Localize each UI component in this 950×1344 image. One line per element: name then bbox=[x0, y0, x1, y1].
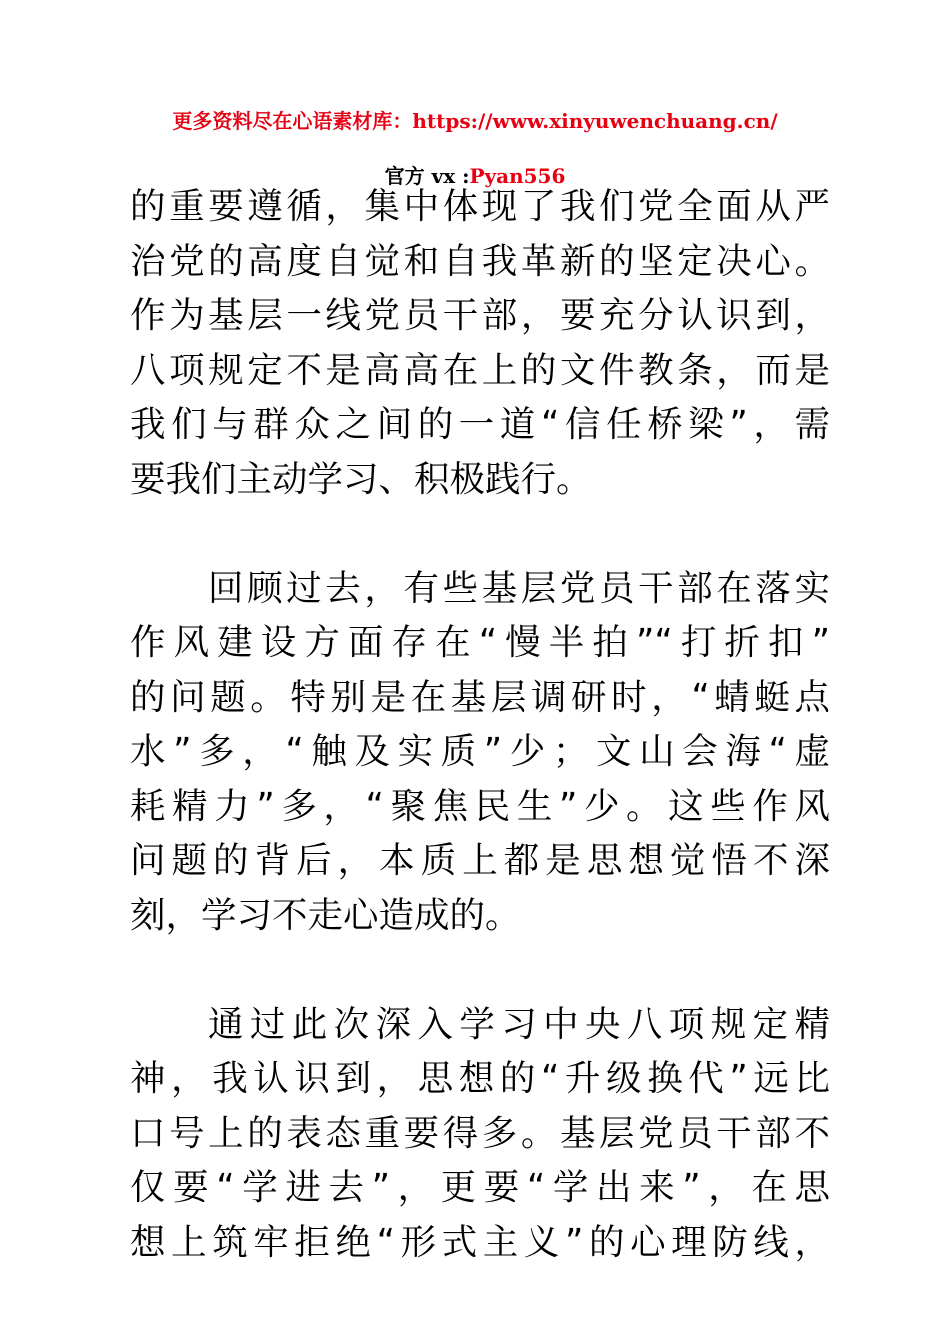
header-website-link[interactable]: https://www.xinyuwenchuang.cn/ bbox=[412, 109, 778, 133]
paragraph-3 bbox=[130, 998, 830, 1271]
text-line: 作风建设方面存在“慢半拍”“打折扣” bbox=[130, 622, 830, 663]
text-line: 治党的高度自觉和自我革新的坚定决心。 bbox=[130, 240, 830, 282]
text-line: 想上筑牢拒绝“形式主义”的心理防线， bbox=[130, 1221, 830, 1263]
text-line: 回顾过去，有些基层党员干部在落实 bbox=[208, 567, 830, 609]
document-body bbox=[130, 180, 830, 1270]
text-line: 刻，学习不走心造成的。 bbox=[130, 894, 521, 936]
text-line: 的问题。特别是在基层调研时，“蜻蜓点 bbox=[130, 676, 830, 718]
text-line: 仅要“学进去”，更要“学出来”，在思 bbox=[130, 1167, 830, 1208]
text-line: 我们与群众之间的一道“信任桥梁”，需 bbox=[130, 404, 830, 445]
paragraph-1 bbox=[130, 180, 830, 507]
text-line: 水”多，“触及实质”少；文山会海“虚 bbox=[130, 731, 830, 772]
text-line: 作为基层一线党员干部，要充分认识到， bbox=[130, 295, 830, 336]
text-line: 通过此次深入学习中央八项规定精 bbox=[208, 1003, 830, 1045]
header-vx-id: Pyan556 bbox=[469, 163, 566, 188]
header-line-1 bbox=[0, 94, 950, 149]
text-line: 八项规定不是高高在上的文件教条，而是 bbox=[130, 349, 830, 391]
paragraph-2 bbox=[130, 562, 830, 944]
header-vx-label: 官方 vx : bbox=[384, 163, 470, 188]
text-line: 问题的背后，本质上都是思想觉悟不深 bbox=[130, 840, 830, 881]
text-line: 要我们主动学习、积极践行。 bbox=[130, 458, 592, 500]
paragraph-gap bbox=[130, 943, 830, 998]
text-line: 耗精力”多，“聚焦民生”少。这些作风 bbox=[130, 785, 830, 827]
text-line: 的重要遵循，集中体现了我们党全面从严 bbox=[130, 186, 830, 227]
text-line: 神，我认识到，思想的“升级换代”远比 bbox=[130, 1058, 830, 1099]
header-promo-label: 更多资料尽在心语素材库： bbox=[172, 109, 413, 133]
text-line: 口号上的表态重要得多。基层党员干部不 bbox=[130, 1112, 830, 1154]
paragraph-gap bbox=[130, 507, 830, 562]
